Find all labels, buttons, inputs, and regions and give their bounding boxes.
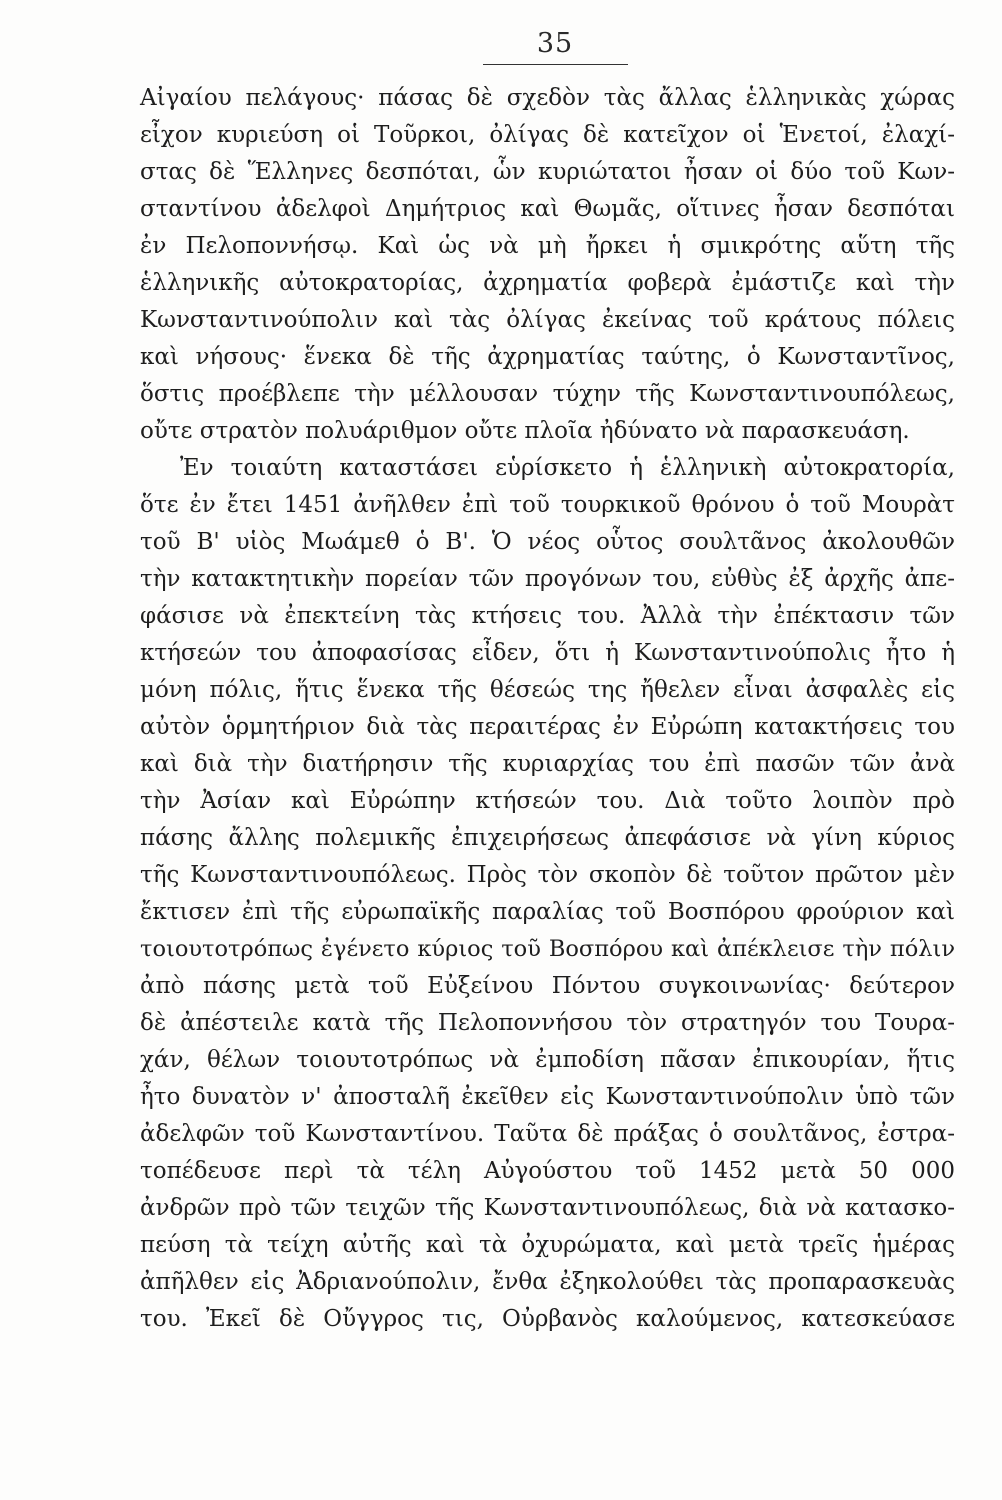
text-line: πεύση τὰ τείχη αὐτῆς καὶ τὰ ὀχυρώματα, καὶ μετὰ τρεῖς ἡμέρας bbox=[140, 1232, 955, 1258]
text-line: ἀπὸ πάσης μετὰ τοῦ Εὐξείνου Πόντου συγκοινωνίας· δεύτερον bbox=[140, 973, 955, 999]
text-line: δὲ ἀπέστειλε κατὰ τῆς Πελοποννήσου τὸν στρατηγόν του Τουρα- bbox=[140, 1010, 955, 1036]
text-line: τοιουτοτρόπως ἐγένετο κύριος τοῦ Βοσπόρου καὶ ἀπέκλεισε τὴν πόλιν bbox=[140, 936, 955, 962]
text-line: τῆς Κωνσταντινουπόλεως. Πρὸς τὸν σκοπὸν δὲ τοῦτον πρῶτον μὲν bbox=[140, 862, 955, 888]
text-line: ὅστις προέβλεπε τὴν μέλλουσαν τύχην τῆς Κωνσταντινουπόλεως, bbox=[140, 381, 955, 407]
page-number: 35 bbox=[536, 28, 574, 59]
text-line: αὐτὸν ὁρμητήριον διὰ τὰς περαιτέρας ἐν Εὐρώπη κατακτήσεις του bbox=[140, 714, 955, 740]
text-line: στας δὲ Ἕλληνες δεσπόται, ὧν κυριώτατοι ἦσαν οἱ δύο τοῦ Κων- bbox=[140, 159, 955, 185]
text-line: οὔτε στρατὸν πολυάριθμον οὔτε πλοῖα ἠδύνατο νὰ παρασκευάση. bbox=[140, 418, 910, 444]
text-line: τὴν Ἀσίαν καὶ Εὐρώπην κτήσεών του. Διὰ τοῦτο λοιπὸν πρὸ bbox=[140, 788, 955, 814]
text-line: εἶχον κυριεύση οἱ Τοῦρκοι, ὀλίγας δὲ κατεῖχον οἱ Ἑνετοί, ἐλαχί- bbox=[140, 122, 955, 148]
text-body bbox=[140, 80, 955, 1338]
text-line: χάν, θέλων τοιουτοτρόπως νὰ ἐμποδίση πᾶσαν ἐπικουρίαν, ἥτις bbox=[140, 1047, 955, 1073]
text-line: του. Ἐκεῖ δὲ Οὔγγρος τις, Οὐρβανὸς καλούμενος, κατεσκεύασε bbox=[140, 1306, 955, 1332]
text-line: Ἐν τοιαύτη καταστάσει εὑρίσκετο ἡ ἑλληνικὴ αὐτοκρατορία, bbox=[180, 455, 955, 481]
text-line: μόνη πόλις, ἥτις ἕνεκα τῆς θέσεώς της ἤθελεν εἶναι ἀσφαλὲς εἰς bbox=[140, 677, 955, 703]
text-line: πάσης ἄλλης πολεμικῆς ἐπιχειρήσεως ἀπεφάσισε νὰ γίνη κύριος bbox=[140, 825, 955, 851]
text-line: καὶ νήσους· ἕνεκα δὲ τῆς ἀχρηματίας ταύτης, ὁ Κωνσταντῖνος, bbox=[140, 344, 955, 370]
text-line: καὶ διὰ τὴν διατήρησιν τῆς κυριαρχίας του ἐπὶ πασῶν τῶν ἀνὰ bbox=[140, 751, 955, 777]
text-line: τοπέδευσε περὶ τὰ τέλη Αὐγούστου τοῦ 1452 μετὰ 50 000 bbox=[140, 1158, 955, 1184]
text-line: φάσισε νὰ ἐπεκτείνη τὰς κτήσεις του. Ἀλλὰ τὴν ἐπέκτασιν τῶν bbox=[140, 603, 955, 629]
text-line: ἀδελφῶν τοῦ Κωνσταντίνου. Ταῦτα δὲ πράξας ὁ σουλτᾶνος, ἐστρα- bbox=[140, 1121, 955, 1147]
text-line: Αἰγαίου πελάγους· πάσας δὲ σχεδὸν τὰς ἄλλας ἑλληνικὰς χώρας bbox=[140, 85, 955, 111]
text-line: ἀπῆλθεν εἰς Ἀδριανούπολιν, ἔνθα ἐξηκολούθει τὰς προπαρασκευὰς bbox=[140, 1269, 955, 1295]
text-line: ἐν Πελοποννήσῳ. Καὶ ὡς νὰ μὴ ἤρκει ἡ σμικρότης αὕτη τῆς bbox=[140, 233, 955, 259]
text-line: κτήσεών του ἀποφασίσας εἶδεν, ὅτι ἡ Κωνσταντινούπολις ἦτο ἡ bbox=[140, 640, 955, 666]
text-line: ἑλληνικῆς αὐτοκρατορίας, ἀχρηματία φοβερὰ ἐμάστιζε καὶ τὴν bbox=[140, 270, 955, 296]
text-line: ἔκτισεν ἐπὶ τῆς εὐρωπαϊκῆς παραλίας τοῦ Βοσπόρου φρούριον καὶ bbox=[140, 899, 955, 925]
text-line: τοῦ Β' υἱὸς Μωάμεθ ὁ Β'. Ὁ νέος οὗτος σουλτᾶνος ἀκολουθῶν bbox=[140, 529, 955, 555]
text-line: τὴν κατακτητικὴν πορείαν τῶν προγόνων του, εὐθὺς ἐξ ἀρχῆς ἀπε- bbox=[140, 566, 955, 592]
text-line: σταντίνου ἀδελφοὶ Δημήτριος καὶ Θωμᾶς, οἵτινες ἦσαν δεσπόται bbox=[140, 196, 955, 222]
text-line: ὅτε ἐν ἔτει 1451 ἀνῆλθεν ἐπὶ τοῦ τουρκικοῦ θρόνου ὁ τοῦ Μουρὰτ bbox=[140, 492, 955, 518]
text-line: ἀνδρῶν πρὸ τῶν τειχῶν τῆς Κωνσταντινουπόλεως, διὰ νὰ κατασκο- bbox=[140, 1195, 955, 1221]
header-rule bbox=[483, 64, 628, 65]
text-line: ἦτο δυνατὸν ν' ἀποσταλῆ ἐκεῖθεν εἰς Κωνσταντινούπολιν ὑπὸ τῶν bbox=[140, 1084, 955, 1110]
text-line: Κωνσταντινούπολιν καὶ τὰς ὀλίγας ἐκείνας τοῦ κράτους πόλεις bbox=[140, 307, 955, 333]
